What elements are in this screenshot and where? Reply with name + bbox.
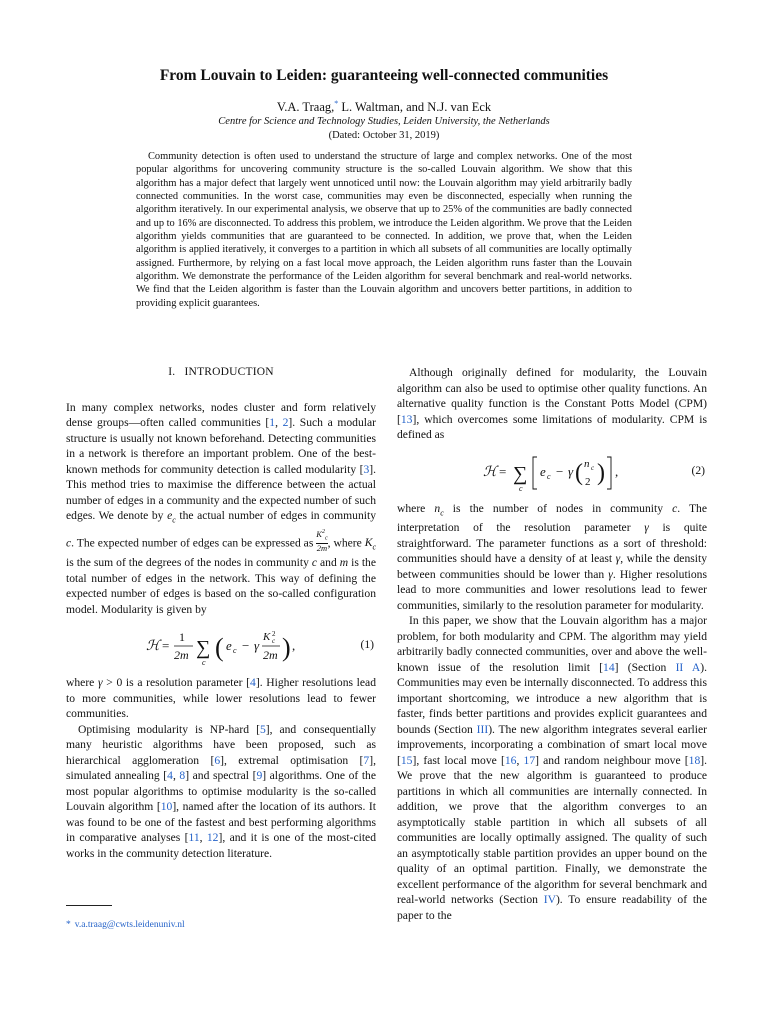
citation-link[interactable]: 7: [363, 753, 370, 767]
citation-link[interactable]: 2: [282, 416, 289, 429]
svg-text:∑: ∑: [196, 637, 211, 660]
citation-link[interactable]: 17: [523, 753, 536, 767]
citation-link[interactable]: 16: [504, 753, 517, 767]
citation-link[interactable]: 10: [160, 800, 173, 814]
citation-link[interactable]: 9: [256, 769, 263, 783]
citation-link[interactable]: 8: [179, 769, 186, 783]
corresponding-author-mark[interactable]: *: [334, 99, 339, 108]
svg-text:n: n: [584, 457, 590, 470]
author-list: [0, 99, 768, 115]
cpm-formula: [397, 449, 667, 495]
equation-number: (1): [360, 638, 374, 652]
footnote: [66, 920, 185, 930]
first-author: V.A. Traag,: [276, 100, 335, 115]
svg-text:e: e: [540, 463, 546, 479]
equation-modularity: [66, 623, 376, 669]
abstract-text: Community detection is often used to understand the structure of large and complex networks. One of the most popular algorithms for uncovering community structure is the so-called Louvain algorithm. We show that this algorithm has a major defect that largely went unnoticed until now: the Louvain algorithm may yield arbitrarily badly connected communities. In the worst case, communities may even be disconnected, especially when running the algorithm iteratively. In our experimental analysis, we observe that up to 25% of the communities are badly connected and up to 16% are disconnected. To address this problem, we introduce the Leiden algorithm. We prove that the Leiden algorithm yields communities that are guaranteed to be connected. In addition, we prove that, when the Leiden algorithm is applied iteratively, it converges to a partition in which all subsets of all communities are locally optimally assigned. Furthermore, by relying on a fast local move approach, the Leiden algorithm runs faster than the Louvain algorithm. We demonstrate the performance of the Leiden algorithm for several benchmark and real-world networks. We find that the Leiden algorithm is faster than the Louvain algorithm and uncovers better partitions, in addition to providing explicit guarantees.: [136, 151, 632, 309]
svg-text:−: −: [242, 638, 250, 654]
svg-text:ℋ: ℋ: [483, 464, 497, 480]
svg-text:2m: 2m: [263, 648, 278, 663]
footnote-rule: [66, 905, 112, 906]
svg-text:,: ,: [615, 463, 619, 479]
modularity-formula: [66, 623, 336, 669]
citation-link[interactable]: 4: [167, 769, 173, 783]
intro-paragraph-1: In many complex networks, nodes cluster and form relatively dense groups—often called communities [1, 2]. Such a modular structure is usually not known beforehand. Detecting communities in a network is therefore an important problem. One of the best-known methods for community detection is called modularity [3]. This method tries to maximise the difference between the actual number of edges in a community and the expected number of such edges. We denote by $e_c$ the actual number of edges in community c. The expected number of edges can be expressed as $\frac{K^2_c}{2m}$ , where $K_c$ is the sum of the degrees of the nodes in community c and m is the total number of edges in the network. This way of defining the expected number of edges is based on the so-called configuration model. Modularity is given by: [66, 400, 376, 616]
svg-text:γ: γ: [254, 638, 260, 654]
cpm-paragraph-2: where $n_c$ is the number of nodes in community c. The interpretation of the resolution parameter γ is quite straightforward. The parameter functions as a sort of threshold: communities should have a density of at least γ, while the density between communities should be lower than γ. Higher resolutions lead to more communities and lower resolutions lead to fewer communities, similarly to the resolution parameter for modularity.: [397, 501, 707, 612]
svg-text:c: c: [202, 658, 206, 668]
svg-text:−: −: [556, 463, 564, 479]
equation-cpm: [397, 449, 707, 495]
citation-link[interactable]: 3: [363, 462, 370, 476]
citation-link[interactable]: 5: [259, 722, 266, 736]
intro-paragraph-2: where γ > 0 is a resolution parameter [4]. Higher resolutions lead to more communities, while lower resolutions lead to fewer communities.: [66, 676, 376, 721]
svg-text:c: c: [547, 471, 551, 481]
date-line: (Dated: October 31, 2019): [328, 130, 440, 141]
left-column: [66, 365, 376, 861]
citation-link[interactable]: 18: [688, 753, 701, 767]
section-number: I.: [168, 366, 176, 378]
svg-text:c: c: [272, 637, 276, 646]
svg-text:∑: ∑: [513, 462, 528, 485]
svg-text:(: (: [575, 459, 583, 486]
svg-text:K: K: [263, 631, 271, 644]
svg-text:): ): [597, 459, 605, 486]
svg-text:e: e: [226, 638, 232, 654]
citation-link[interactable]: 11: [188, 831, 200, 845]
svg-text:=: =: [162, 638, 170, 654]
citation-link[interactable]: 6: [214, 753, 221, 767]
section-heading: [66, 365, 376, 381]
svg-text:1: 1: [179, 630, 185, 645]
citation-link[interactable]: 15: [400, 753, 413, 767]
author-email-link[interactable]: v.a.traag@cwts.leidenuniv.nl: [74, 920, 185, 930]
svg-text:γ: γ: [568, 463, 574, 479]
abstract: [136, 150, 632, 310]
section-title: INTRODUCTION: [184, 366, 274, 378]
citation-link[interactable]: 12: [206, 831, 219, 845]
citation-link[interactable]: 14: [603, 660, 615, 674]
svg-text:(: (: [215, 633, 224, 663]
svg-text:2: 2: [272, 630, 276, 639]
svg-text:c: c: [591, 463, 595, 472]
section-link[interactable]: II A: [675, 660, 701, 674]
intro-paragraph-3: Optimising modularity is NP-hard [5], and consequentially many heuristic algorithms have been proposed, such as hierarchical agglomeration [6], extremal optimisation [7], simulated annealing [4, 8] and spectral [9] algorithms. One of the most popular algorithms to optimise modularity is the so-called Louvain algorithm [10], named after the location of its authors. It was found to be one of the fastest and best performing algorithms in comparative analyses [11, 12], and it is one of the most-cited works in the community detection literature.: [66, 722, 376, 860]
equation-number: (2): [691, 463, 705, 477]
citation-link[interactable]: 4: [250, 676, 256, 690]
affiliation: Centre for Science and Technology Studies, Leiden University, the Netherlands: [218, 116, 550, 127]
svg-text:,: ,: [292, 638, 296, 654]
svg-text:c: c: [233, 646, 237, 656]
citation-link[interactable]: 13: [400, 412, 413, 426]
footnote-mark: *: [66, 920, 71, 930]
cpm-paragraph-1: Although originally defined for modularity, the Louvain algorithm can also be used to optimise other quality functions. An alternative quality function is the Constant Potts Model (CPM) [13], which overcomes some limitations of modularity. CPM is defined as: [397, 366, 707, 441]
paper-title: From Louvain to Leiden: guaranteeing well-connected communities: [159, 67, 609, 84]
svg-text:): ): [282, 633, 291, 663]
svg-text:c: c: [519, 483, 523, 493]
svg-text:2m: 2m: [174, 648, 189, 663]
right-column: [397, 365, 707, 923]
section-link[interactable]: III: [476, 722, 489, 736]
citation-link[interactable]: 1: [269, 416, 276, 429]
svg-text:=: =: [499, 463, 507, 479]
contribution-paragraph: In this paper, we show that the Louvain algorithm has a major problem, for both modularity and CPM. The algorithm may yield arbitrarily badly connected communities, over and above the well-known issue of the resolution limit [14] (Section II A). Communities may even be internally disconnected. To address this important shortcoming, we introduce a new algorithm that is faster, finds better partitions and provides explicit guarantees and bounds (Section III). The new algorithm integrates several earlier improvements, incorporating a combination of smart local move [15], fast local move [16, 17] and random neighbour move [18]. We prove that the new algorithm is guaranteed to produce partitions in which all communities are internally connected. In addition, we prove that the algorithm converges to an asymptotically stable partition in which all subsets of all communities are locally optimally assigned. The quality of such an asymptotically stable partition provides an upper bound on the quality of an optimal partition. Finally, we demonstrate the excellent performance of the algorithm for several benchmark and real-world networks (Section IV). To ensure readability of the paper to the: [397, 614, 708, 922]
other-authors: L. Waltman, and N.J. van Eck: [338, 100, 492, 115]
section-link[interactable]: IV: [543, 893, 556, 907]
svg-text:2: 2: [585, 475, 591, 488]
svg-text:ℋ: ℋ: [146, 639, 160, 655]
